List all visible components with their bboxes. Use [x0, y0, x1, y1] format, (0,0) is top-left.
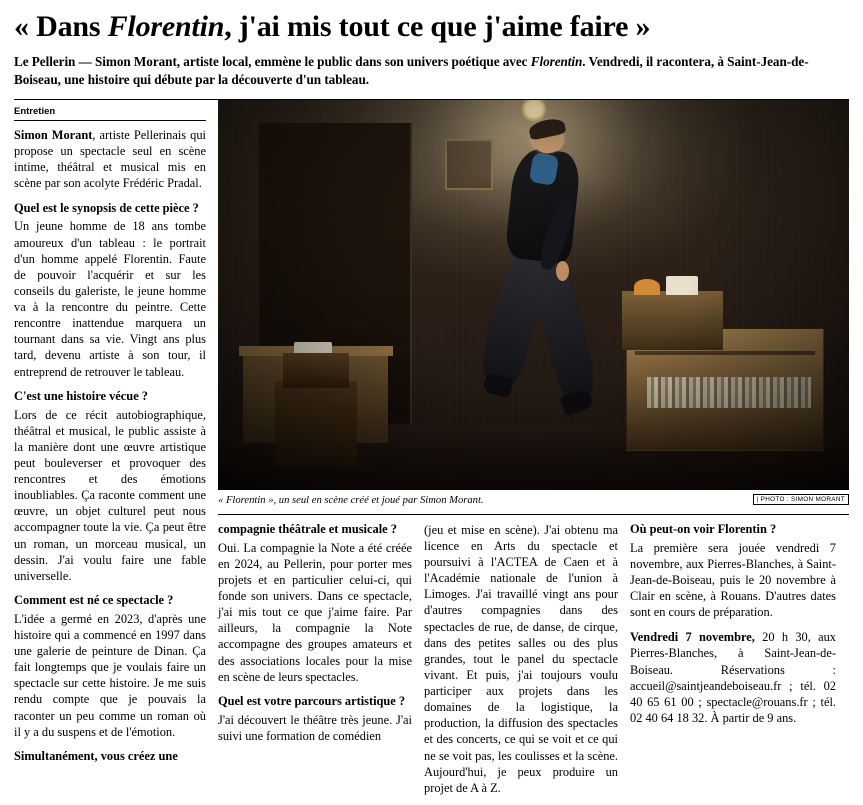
standfirst-italic-title: Florentin [530, 53, 583, 69]
intro-lead-rest: , artiste Pellerinais qui propose un spectacle seul en scène intime, théâtral et musical mis en scène par son acolyte Frédéric Pradal. [14, 128, 206, 191]
photo-side-table [622, 291, 723, 350]
standfirst [14, 53, 849, 90]
practical-info-rest: 20 h 30, aux Pierres-Blanches, à Saint-Jean-de-Boiseau. Réservations : accueil@saintjeandeboiseau.fr ; tél. 02 40 65 61 00 ; spectacle@rouans.fr ; tél. 02 40 64 18 32. À partir de 9 ans. [630, 630, 836, 725]
intro-paragraph [14, 127, 206, 192]
article-body [14, 100, 849, 805]
stage-photo [218, 100, 849, 490]
photo-actor [470, 123, 634, 458]
right-block [218, 100, 849, 805]
answer-3: L'idée a germé en 2023, d'après une histoire qui a commencé en 1997 dans une galerie de peinture de Dinan. Ça fait longtemps que je voulais faire un spectacle sur cette histoire. Je me suis rendu compte que je pouvais la raconter un peu comme un roman où il y a du suspens et de l'émotion. [14, 611, 206, 739]
question-6-before: Où peut-on voir [630, 521, 718, 536]
intro-lead-bold: Simon Morant [14, 128, 93, 143]
headline-after: , j'ai mis tout ce que j'aime faire » [224, 10, 651, 43]
actor-hand [556, 261, 569, 281]
column-two [218, 522, 424, 805]
practical-info-date: Vendredi 7 novembre, [630, 630, 755, 645]
photo-books [647, 377, 811, 408]
standfirst-location: Le Pellerin — [14, 53, 92, 69]
column-three [424, 522, 630, 805]
column-four [630, 522, 836, 805]
photo-lamp-shade [666, 276, 698, 296]
lower-columns [218, 522, 849, 805]
question-3: Comment est né ce spectacle ? [14, 592, 174, 607]
answer-2: Lors de ce récit autobiographique, théâtral et musical, le public assiste à la manière dont une œuvre artistique peut bouleverser et provoquer des rencontres et des émotions inoubliables. Ça raconte comment une œuvre, un objet culturel peut nous accompagner toute la vie. Ça peut être un roman, un morceau musical, un dessin. J'ai voulu faire une fable universelle. [14, 407, 206, 583]
answer-6: La première sera jouée vendredi 7 novembre, aux Pierres-Blanches, à Saint-Jean-de-Boiseau, puis le 20 novembre à Clair en scène, à Rouans. D'autres dates sont en cours de préparation. [630, 540, 836, 620]
newspaper-article-page [0, 10, 863, 795]
question-6-italic-title: Florentin [717, 521, 767, 536]
question-4-continued: Simultanément, vous créez une [14, 748, 178, 763]
photo-credit: | PHOTO : SIMON MORANT [753, 494, 849, 505]
headline-italic-title: Florentin [107, 10, 225, 43]
question-6 [630, 522, 836, 538]
standfirst-line1: Simon Morant, artiste local, emmène le public dans son univers poétique avec [91, 53, 531, 69]
question-1: Quel est le synopsis de cette pièce ? [14, 200, 199, 215]
photo-chair [275, 381, 357, 467]
question-5: Quel est votre parcours artistique ? [218, 693, 406, 708]
question-4-tail: compagnie théâtrale et musicale ? [218, 521, 397, 536]
caption-row [218, 494, 849, 515]
column-one [14, 100, 218, 805]
photo-block [218, 100, 849, 515]
answer-1: Un jeune homme de 18 ans tombe amoureux d'un tableau : le portrait d'un homme appelé Florentin. Faute de pouvoir l'acquérir et sur les conseils du galeriste, le jeune homme va à la rencontre du peintre. Cette rencontre inattendue marquera un tournant dans sa vie. Vingt ans plus tard, devenu artiste à son tour, il entreprend de retrouver le tableau. [14, 219, 206, 379]
answer-5-start: J'ai découvert le théâtre très jeune. J'ai suivi une formation de comédien [218, 712, 412, 743]
photo-caption: « Florentin », un seul en scène créé et joué par Simon Morant. [218, 495, 484, 507]
headline-before: « Dans [14, 10, 108, 43]
page-title [14, 10, 849, 44]
photo-orange-object [634, 279, 659, 295]
answer-4: Oui. La compagnie la Note a été créée en 2024, au Pellerin, pour porter mes projets et en particulier celui-ci, qui fonde son univers. Dans ce spectacle, j'ai mis tout ce que j'aime faire. Par ailleurs, la compagnie la Note accompagne des groupes amateurs et des associations locales pour la mise en scène de leurs spectacles. [218, 540, 412, 684]
standfirst-line2: . Vendredi, il racontera, à Saint-Jean-de-Boiseau, une histoire qui débute par la découverte d'un tableau. [14, 53, 809, 88]
question-2: C'est une histoire vécue ? [14, 388, 148, 403]
section-kicker: Entretien [14, 100, 206, 121]
practical-info [630, 629, 836, 726]
question-6-after: ? [766, 521, 777, 536]
answer-5-continued: (jeu et mise en scène). J'ai obtenu ma licence en Arts du spectacle et poursuivi à l'ACTEA de Caen et à l'Académie nationale de l'union à Limoges. J'ai travaillé vingt ans pour d'autres compagnies dans des spectacles de rue, de danse, de cirque, dans des petites salles ou des plus grandes, tout le panel du spectacle vivant. Et puis, j'ai toujours voulu participer aux projets dans les domaines de la logistique, la production, la diffusion des spectacles et des concerts, ce qui se voit et ce qui ne se voit pas, les coulisses et la scène. Aujourd'hui, je peux produire un projet de A à Z. [424, 522, 618, 795]
